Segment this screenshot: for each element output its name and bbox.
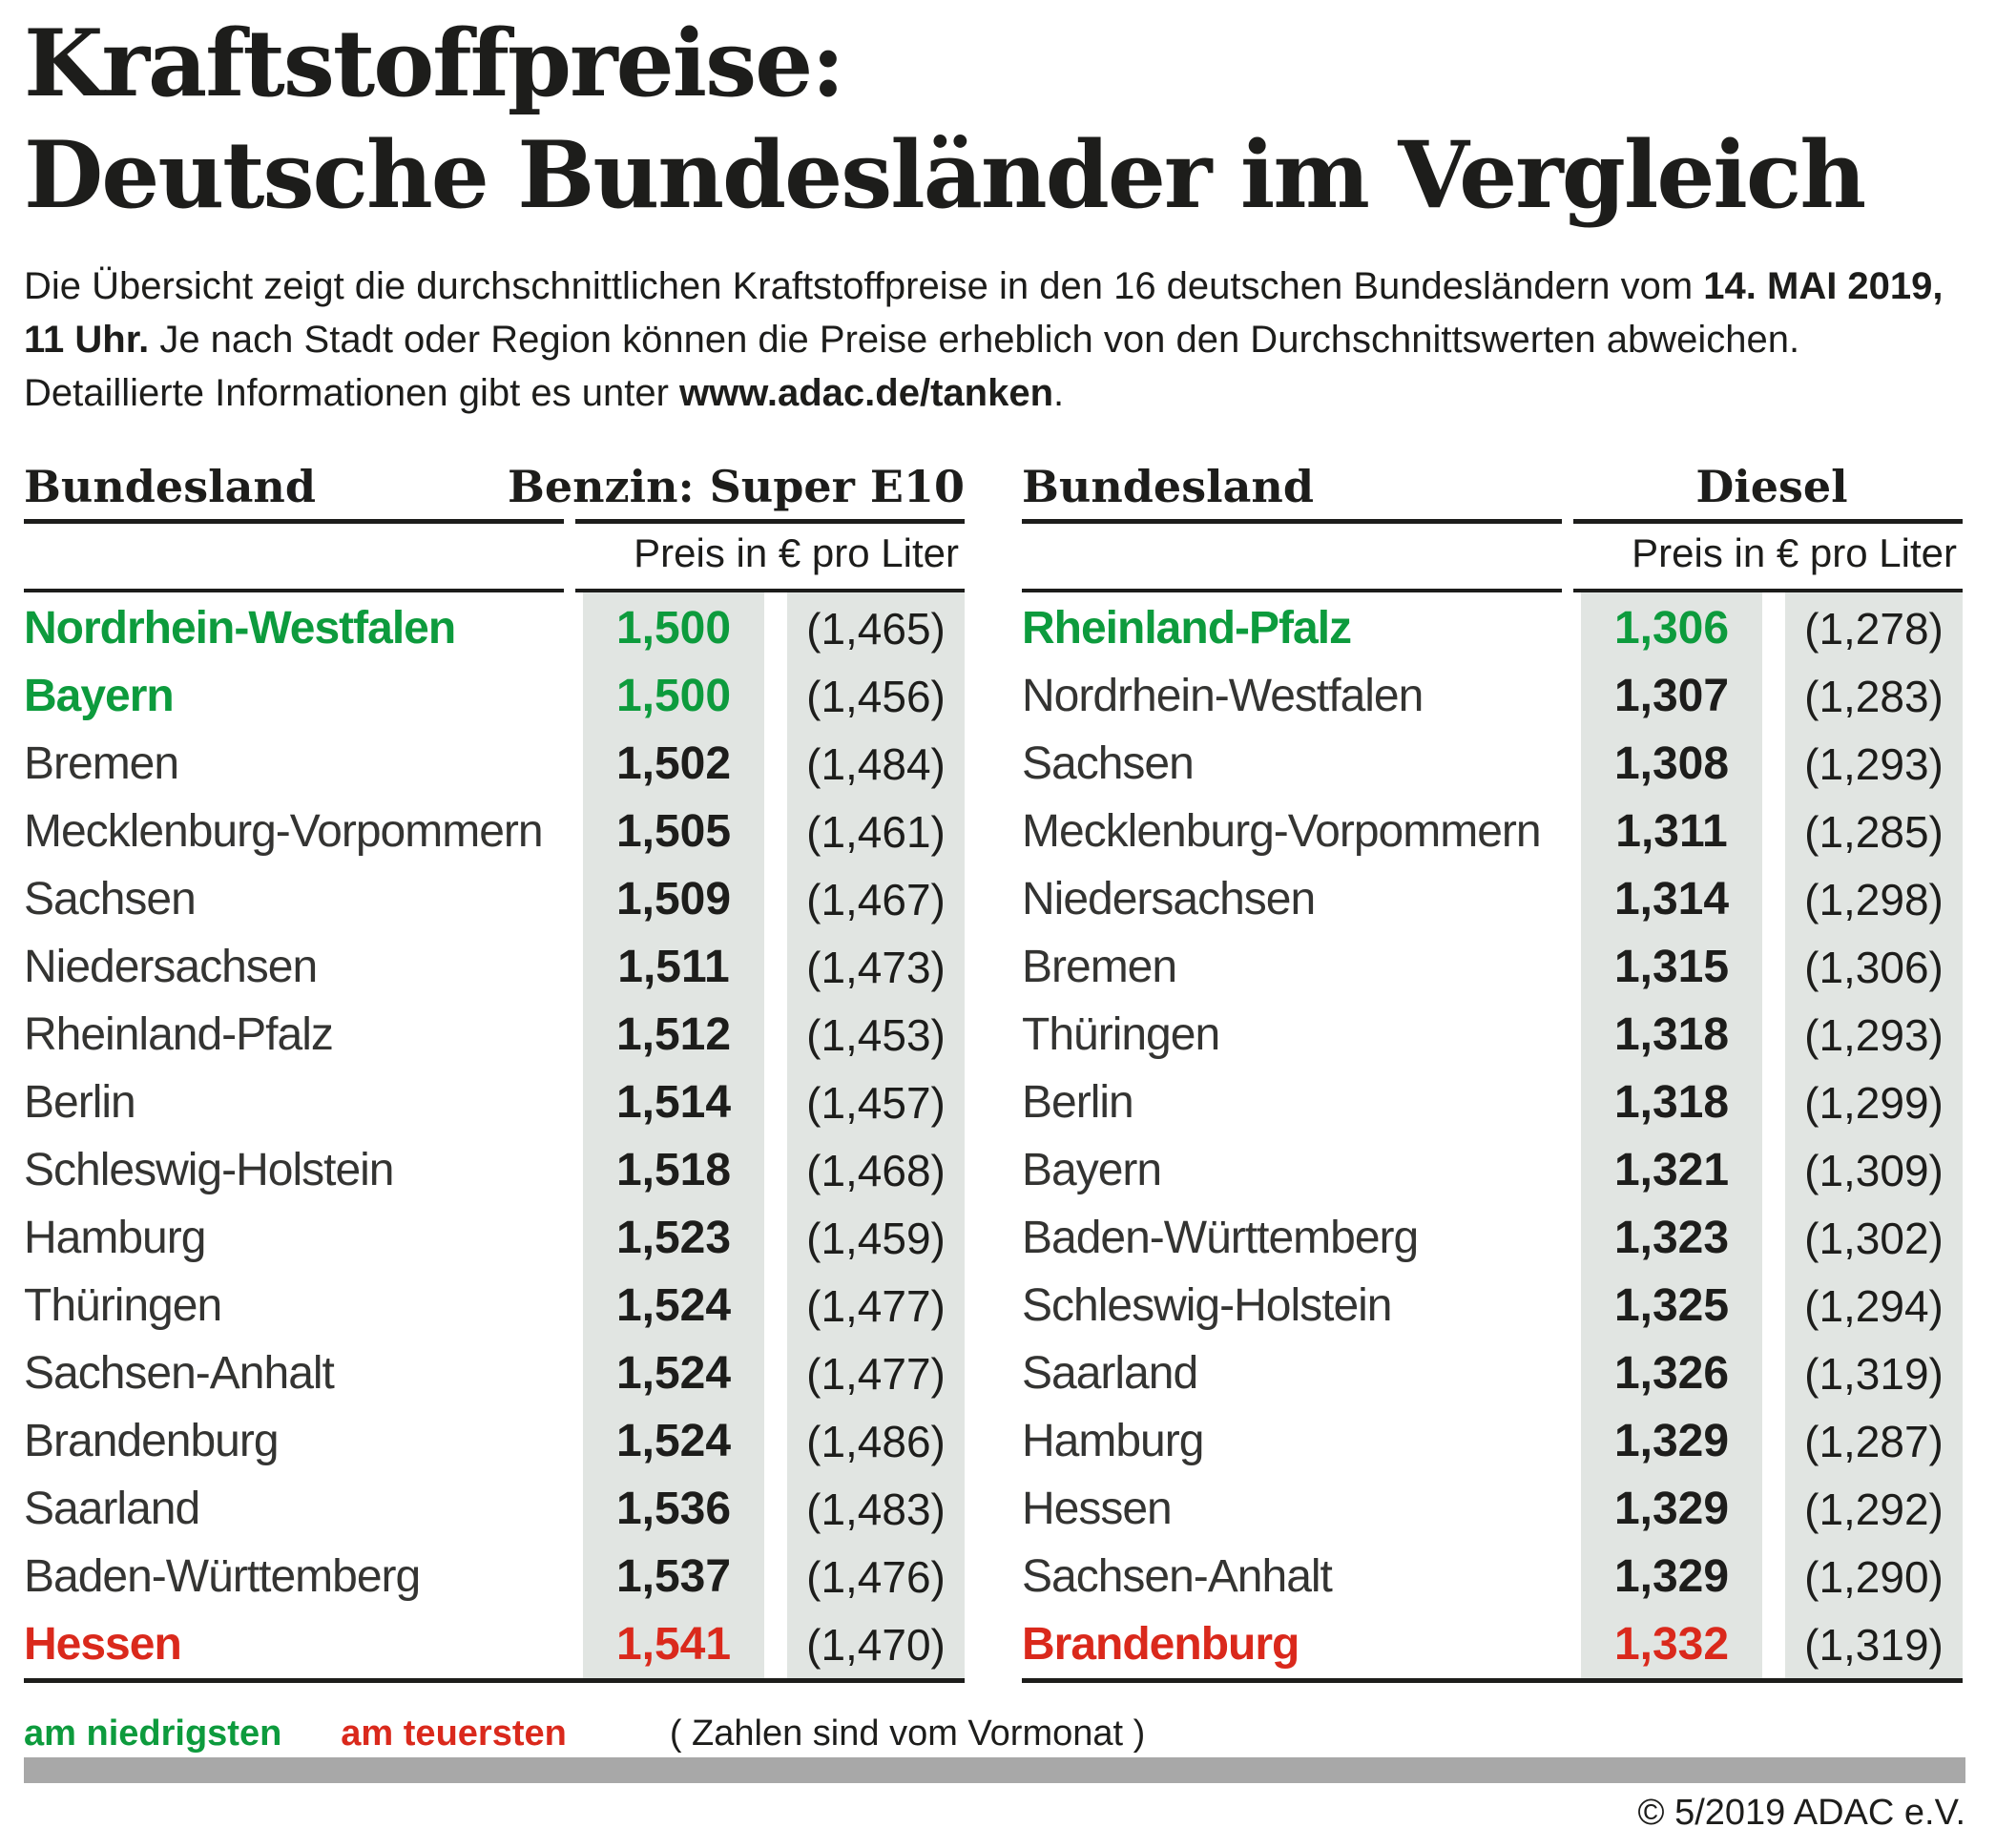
table-diesel <box>1022 460 1963 1683</box>
price-previous-month: (1,477) <box>806 1280 946 1331</box>
price-current: 1,321 <box>1613 1145 1730 1195</box>
price-current: 1,308 <box>1613 738 1730 789</box>
legend <box>24 1713 1965 1754</box>
intro-paragraph <box>24 260 1965 420</box>
state-name: Bremen <box>1022 942 1177 992</box>
price-current: 1,315 <box>1613 942 1730 992</box>
state-name: Berlin <box>1022 1077 1133 1128</box>
intro-bold-text: www.adac.de/tanken <box>679 372 1054 414</box>
state-name: Sachsen-Anhalt <box>24 1348 334 1399</box>
intro-text: . <box>1053 372 1065 414</box>
price-previous-month: (1,461) <box>806 806 946 857</box>
price-previous-month: (1,473) <box>806 942 946 992</box>
copyright-text: © 5/2019 ADAC e.V. <box>1637 1793 1965 1833</box>
table-row <box>24 1407 965 1475</box>
price-previous-month: (1,299) <box>1804 1077 1944 1128</box>
state-name: Sachsen-Anhalt <box>1022 1551 1332 1602</box>
table-bottom-rule <box>1022 1678 1963 1683</box>
data-top-rule <box>575 589 965 592</box>
price-previous-month: (1,459) <box>806 1213 946 1263</box>
price-previous-month: (1,467) <box>806 874 946 924</box>
price-current: 1,318 <box>1613 1077 1730 1128</box>
price-current: 1,537 <box>615 1551 732 1602</box>
table-row <box>24 1001 965 1069</box>
price-previous-month: (1,294) <box>1804 1280 1944 1331</box>
table-row <box>1022 594 1963 662</box>
legend-highest: am teuersten <box>341 1713 567 1754</box>
price-previous-month: (1,319) <box>1804 1348 1944 1399</box>
state-name: Hamburg <box>1022 1416 1204 1466</box>
price-previous-month: (1,293) <box>1804 738 1944 789</box>
table-row <box>24 594 965 662</box>
price-previous-month: (1,293) <box>1804 1009 1944 1060</box>
price-previous-month: (1,476) <box>806 1551 946 1602</box>
state-name: Sachsen <box>24 874 196 924</box>
state-name: Berlin <box>24 1077 135 1128</box>
price-current: 1,500 <box>615 671 732 721</box>
table-row <box>1022 865 1963 933</box>
table-row <box>1022 730 1963 798</box>
state-name: Thüringen <box>1022 1009 1220 1060</box>
state-name: Niedersachsen <box>1022 874 1316 924</box>
table-row <box>1022 1475 1963 1543</box>
state-name: Nordrhein-Westfalen <box>1022 671 1424 721</box>
header-rule <box>1022 519 1963 524</box>
table-row <box>24 1069 965 1136</box>
price-current: 1,314 <box>1613 874 1730 924</box>
state-name: Rheinland-Pfalz <box>24 1009 333 1060</box>
intro-text: Die Übersicht zeigt die durchschnittlichen Kraftstoffpreise in den 16 deutschen Bundesländern vom <box>24 265 1704 307</box>
table-row <box>1022 1543 1963 1610</box>
price-current: 1,318 <box>1613 1009 1730 1060</box>
price-current: 1,326 <box>1613 1348 1730 1399</box>
data-top-rule <box>1573 589 1963 592</box>
table-row <box>24 1272 965 1339</box>
table-benzin-header <box>24 460 965 513</box>
price-unit-row <box>24 529 965 577</box>
state-name: Mecklenburg-Vorpommern <box>1022 806 1541 857</box>
price-current: 1,524 <box>615 1280 732 1331</box>
price-previous-month: (1,283) <box>1804 671 1944 721</box>
table-row <box>24 730 965 798</box>
price-current: 1,323 <box>1613 1213 1730 1263</box>
table-benzin <box>24 460 965 1683</box>
data-top-rule <box>24 589 564 592</box>
legend-note: ( Zahlen sind vom Vormonat ) <box>669 1713 1146 1754</box>
column-header-bundesland: Bundesland <box>1022 461 1314 512</box>
table-row <box>24 1475 965 1543</box>
intro-line <box>24 313 1965 366</box>
state-name: Brandenburg <box>1022 1619 1299 1670</box>
price-current: 1,329 <box>1613 1416 1730 1466</box>
data-top-rule <box>1022 589 1562 592</box>
price-current: 1,509 <box>615 874 732 924</box>
table-benzin-body <box>24 589 965 1678</box>
price-current: 1,329 <box>1613 1551 1730 1602</box>
price-current: 1,511 <box>617 942 730 992</box>
table-row <box>1022 1339 1963 1407</box>
price-previous-month: (1,477) <box>806 1348 946 1399</box>
table-row <box>24 1543 965 1610</box>
state-name: Saarland <box>24 1484 200 1534</box>
price-current: 1,307 <box>1613 671 1730 721</box>
price-previous-month: (1,483) <box>806 1484 946 1534</box>
price-current: 1,541 <box>615 1619 732 1670</box>
page-title-line-1: Kraftstoffpreise: <box>24 10 843 117</box>
state-name: Schleswig-Holstein <box>24 1145 394 1195</box>
price-previous-month: (1,486) <box>806 1416 946 1466</box>
price-current: 1,325 <box>1613 1280 1730 1331</box>
state-name: Bayern <box>1022 1145 1162 1195</box>
price-current: 1,514 <box>615 1077 732 1128</box>
state-name: Nordrhein-Westfalen <box>24 603 456 654</box>
table-row <box>1022 1272 1963 1339</box>
legend-lowest: am niedrigsten <box>24 1713 282 1754</box>
state-name: Saarland <box>1022 1348 1198 1399</box>
intro-text: Detaillierte Informationen gibt es unter <box>24 372 680 414</box>
table-row <box>24 933 965 1001</box>
column-header-benzin: Benzin: Super E10 <box>507 461 965 512</box>
state-name: Baden-Württemberg <box>24 1551 421 1602</box>
table-row <box>1022 798 1963 865</box>
price-previous-month: (1,278) <box>1804 603 1944 654</box>
price-previous-month: (1,302) <box>1804 1213 1944 1263</box>
table-row <box>1022 1204 1963 1272</box>
state-name: Thüringen <box>24 1280 222 1331</box>
table-diesel-body <box>1022 589 1963 1678</box>
price-unit-row <box>1022 529 1963 577</box>
intro-text: Je nach Stadt oder Region können die Preise erheblich von den Durchschnittswerten abweichen. <box>149 319 1800 361</box>
table-row <box>1022 1610 1963 1678</box>
table-row <box>1022 1001 1963 1069</box>
table-row <box>24 1136 965 1204</box>
table-row <box>1022 662 1963 730</box>
table-bottom-rule <box>24 1678 965 1683</box>
price-current: 1,311 <box>1615 806 1728 857</box>
column-header-bundesland: Bundesland <box>24 461 316 512</box>
state-name: Hessen <box>1022 1484 1172 1534</box>
price-current: 1,332 <box>1613 1619 1730 1670</box>
table-row <box>1022 1069 1963 1136</box>
price-previous-month: (1,457) <box>806 1077 946 1128</box>
state-name: Sachsen <box>1022 738 1194 789</box>
price-previous-month: (1,290) <box>1804 1551 1944 1602</box>
state-name: Niedersachsen <box>24 942 318 992</box>
column-header-diesel: Diesel <box>1695 461 1848 512</box>
price-previous-month: (1,285) <box>1804 806 1944 857</box>
price-previous-month: (1,298) <box>1804 874 1944 924</box>
table-row <box>24 662 965 730</box>
column-subheader-price-unit: Preis in € pro Liter <box>634 530 959 575</box>
column-subheader-price-unit: Preis in € pro Liter <box>1632 530 1957 575</box>
price-current: 1,524 <box>615 1416 732 1466</box>
tables-container <box>24 460 1965 1683</box>
price-previous-month: (1,292) <box>1804 1484 1944 1534</box>
table-row <box>24 1339 965 1407</box>
table-row <box>24 1610 965 1678</box>
state-name: Mecklenburg-Vorpommern <box>24 806 543 857</box>
price-current: 1,523 <box>615 1213 732 1263</box>
table-diesel-header <box>1022 460 1963 513</box>
table-row <box>1022 933 1963 1001</box>
price-previous-month: (1,319) <box>1804 1619 1944 1670</box>
price-previous-month: (1,465) <box>806 603 946 654</box>
state-name: Hamburg <box>24 1213 206 1263</box>
price-previous-month: (1,309) <box>1804 1145 1944 1195</box>
page-title <box>24 8 1965 231</box>
price-previous-month: (1,484) <box>806 738 946 789</box>
price-previous-month: (1,287) <box>1804 1416 1944 1466</box>
header-rule <box>24 519 965 524</box>
price-previous-month: (1,468) <box>806 1145 946 1195</box>
price-current: 1,500 <box>615 603 732 654</box>
state-name: Baden-Württemberg <box>1022 1213 1419 1263</box>
table-row <box>1022 1407 1963 1475</box>
page-title-line-2: Deutsche Bundesländer im Vergleich <box>24 121 1865 229</box>
price-previous-month: (1,453) <box>806 1009 946 1060</box>
price-current: 1,524 <box>615 1348 732 1399</box>
price-current: 1,536 <box>615 1484 732 1534</box>
price-current: 1,505 <box>615 806 732 857</box>
table-row <box>24 1204 965 1272</box>
state-name: Rheinland-Pfalz <box>1022 603 1352 654</box>
price-current: 1,502 <box>615 738 732 789</box>
price-current: 1,306 <box>1613 603 1730 654</box>
intro-bold-text: 11 Uhr. <box>24 319 150 361</box>
intro-line <box>24 260 1965 313</box>
state-name: Brandenburg <box>24 1416 279 1466</box>
price-previous-month: (1,306) <box>1804 942 1944 992</box>
price-current: 1,512 <box>615 1009 732 1060</box>
table-row <box>24 865 965 933</box>
state-name: Schleswig-Holstein <box>1022 1280 1392 1331</box>
intro-line <box>24 366 1965 420</box>
price-current: 1,329 <box>1613 1484 1730 1534</box>
price-current: 1,518 <box>615 1145 732 1195</box>
state-name: Bremen <box>24 738 179 789</box>
table-row <box>1022 1136 1963 1204</box>
price-previous-month: (1,470) <box>806 1619 946 1670</box>
footer-bar <box>24 1757 1965 1783</box>
price-previous-month: (1,456) <box>806 671 946 721</box>
state-name: Hessen <box>24 1619 181 1670</box>
intro-bold-text: 14. MAI 2019, <box>1703 265 1944 307</box>
state-name: Bayern <box>24 671 174 721</box>
table-row <box>24 798 965 865</box>
